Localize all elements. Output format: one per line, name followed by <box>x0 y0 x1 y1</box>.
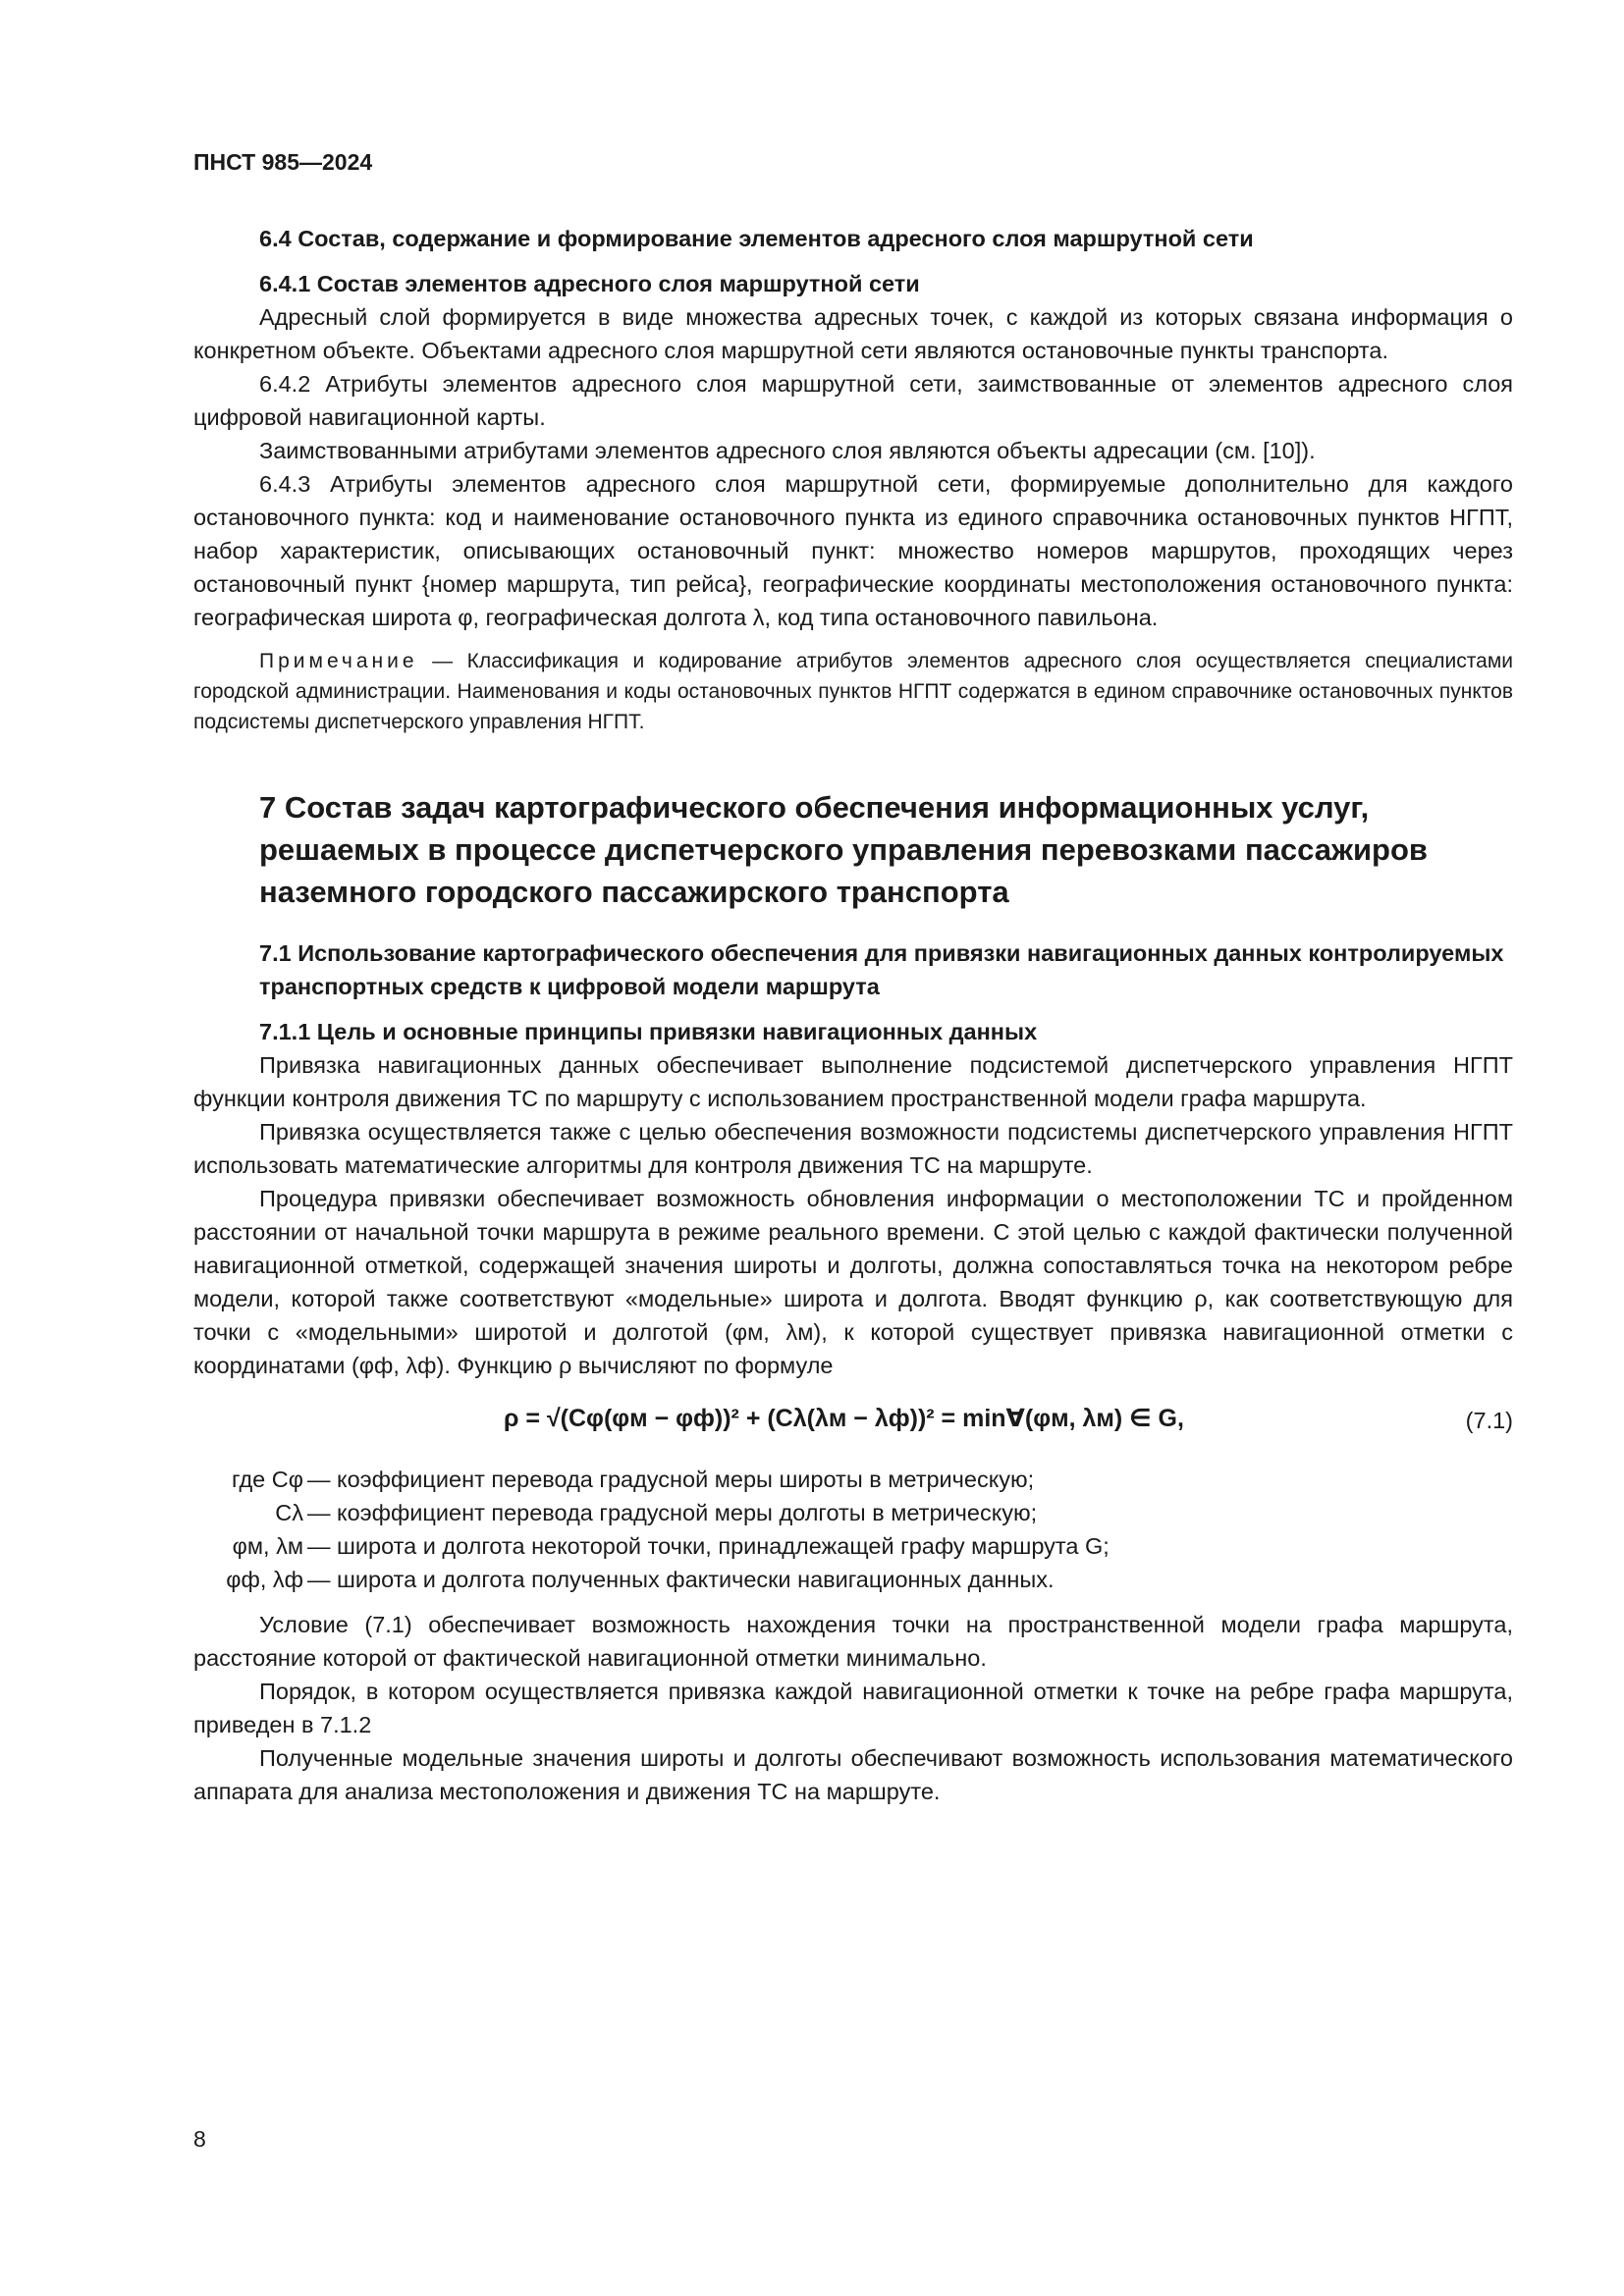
paragraph: 6.4.2 Атрибуты элементов адресного слоя маршрутной сети, заимствованные от элементов адресного слоя цифровой навигационной карты. <box>193 371 1513 430</box>
paragraph: Полученные модельные значения широты и долготы обеспечивают возможность использования математического аппарата для анализа местоположения и движения ТС на маршруте. <box>193 1745 1513 1804</box>
section-6-4-heading: 6.4 Состав, содержание и формирование элементов адресного слоя маршрутной сети <box>259 226 1254 251</box>
note-text: — Классификация и кодирование атрибутов элементов адресного слоя осуществляется специалистами городской администрации. Наименования и коды остановочных пунктов НГПТ содержатся в едином справочнике остановочных пунктов подсистемы диспетчерского управления НГПТ. <box>193 650 1513 733</box>
formula-7-1: ρ = √(Cφ(φм − φф))² + (Cλ(λм − λф))² = min∀(φм, λм) ∈ G, <box>504 1405 1184 1432</box>
symbol: Cλ <box>275 1500 303 1525</box>
section-7-heading: 7 Состав задач картографического обеспечения информационных услуг, решаемых в процессе диспетчерского управления перевозками пассажиров наземного городского пассажирского транспорта <box>259 790 1428 909</box>
note <box>193 646 1513 737</box>
definition-row <box>193 1563 1513 1596</box>
document-code-header: ПНСТ 985—2024 <box>193 149 373 175</box>
paragraph: 6.4.3 Атрибуты элементов адресного слоя маршрутной сети, формируемые дополнительно для каждого остановочного пункта: код и наименование остановочного пункта из единого справочника остановочных пунктов НГПТ, набор характеристик, описывающих остановочный пункт: множество номеров маршрутов, проходящих через остановочный пункт {номер маршрута, тип рейса}, географические координаты местоположения остановочного пункта: географическая широта φ, географическая долгота λ, код типа остановочного павильона. <box>193 471 1513 630</box>
section-6-4-1-title: 6.4.1 Состав элементов адресного слоя маршрутной сети <box>259 271 920 296</box>
symbol: где Cφ <box>231 1467 303 1492</box>
symbol: φф, λф <box>226 1567 303 1592</box>
symbol: φм, λм <box>232 1533 303 1559</box>
symbol-definitions <box>193 1463 1513 1596</box>
section-7-1-1-title: 7.1.1 Цель и основные принципы привязки навигационных данных <box>259 1019 1038 1044</box>
paragraph: Процедура привязки обеспечивает возможность обновления информации о местоположении ТС и пройденном расстоянии от начальной точки маршрута в режиме реального времени. С этой целью с каждой фактически полученной навигационной отметкой, содержащей значения широты и долготы, должна сопоставляться точка на некотором ребре модели, которой также соответствуют «модельные» широта и долгота. Вводят функцию ρ, как соответствующую для точки с «модельными» широтой и долготой (φм, λм), к которой существует привязка навигационной отметки с координатами (φф, λф). Функцию ρ вычисляют по формуле <box>193 1186 1513 1378</box>
definition: — широта и долгота полученных фактически навигационных данных. <box>307 1567 1055 1592</box>
paragraph: Порядок, в котором осуществляется привязка каждой навигационной отметки к точке на ребре графа маршрута, приведен в 7.1.2 <box>193 1679 1513 1737</box>
paragraph: Привязка осуществляется также с целью обеспечения возможности подсистемы диспетчерского управления НГПТ использовать математические алгоритмы для контроля движения ТС на маршруте. <box>193 1119 1513 1178</box>
formula-row <box>193 1396 1513 1451</box>
definition-row <box>193 1463 1513 1496</box>
definition-row <box>193 1496 1513 1529</box>
definition: — коэффициент перевода градусной меры долготы в метрическую; <box>307 1500 1038 1525</box>
page-number: 8 <box>193 2126 206 2152</box>
paragraph: Привязка навигационных данных обеспечивает выполнение подсистемой диспетчерского управления НГПТ функции контроля движения ТС по маршруту с использованием пространственной модели графа маршрута. <box>193 1052 1513 1111</box>
section-7-1-title: 7.1 Использование картографического обеспечения для привязки навигационных данных контролируемых транспортных средств к цифровой модели маршрута <box>259 940 1504 999</box>
formula-number: (7.1) <box>1465 1408 1513 1433</box>
page-content <box>193 222 1513 1808</box>
paragraph: Заимствованными атрибутами элементов адресного слоя являются объекты адресации (см. [10]). <box>259 438 1316 463</box>
definition: — широта и долгота некоторой точки, принадлежащей графу маршрута G; <box>307 1533 1110 1559</box>
definition: — коэффициент перевода градусной меры широты в метрическую; <box>307 1467 1035 1492</box>
paragraph: Адресный слой формируется в виде множества адресных точек, с каждой из которых связана информация о конкретном объекте. Объектами адресного слоя маршрутной сети являются остановочные пункты транспорта. <box>193 304 1513 363</box>
paragraph: Условие (7.1) обеспечивает возможность нахождения точки на пространственной модели графа маршрута, расстояние которой от фактической навигационной отметки минимально. <box>193 1612 1513 1671</box>
note-label: Примечание <box>259 650 418 672</box>
definition-row <box>193 1529 1513 1563</box>
